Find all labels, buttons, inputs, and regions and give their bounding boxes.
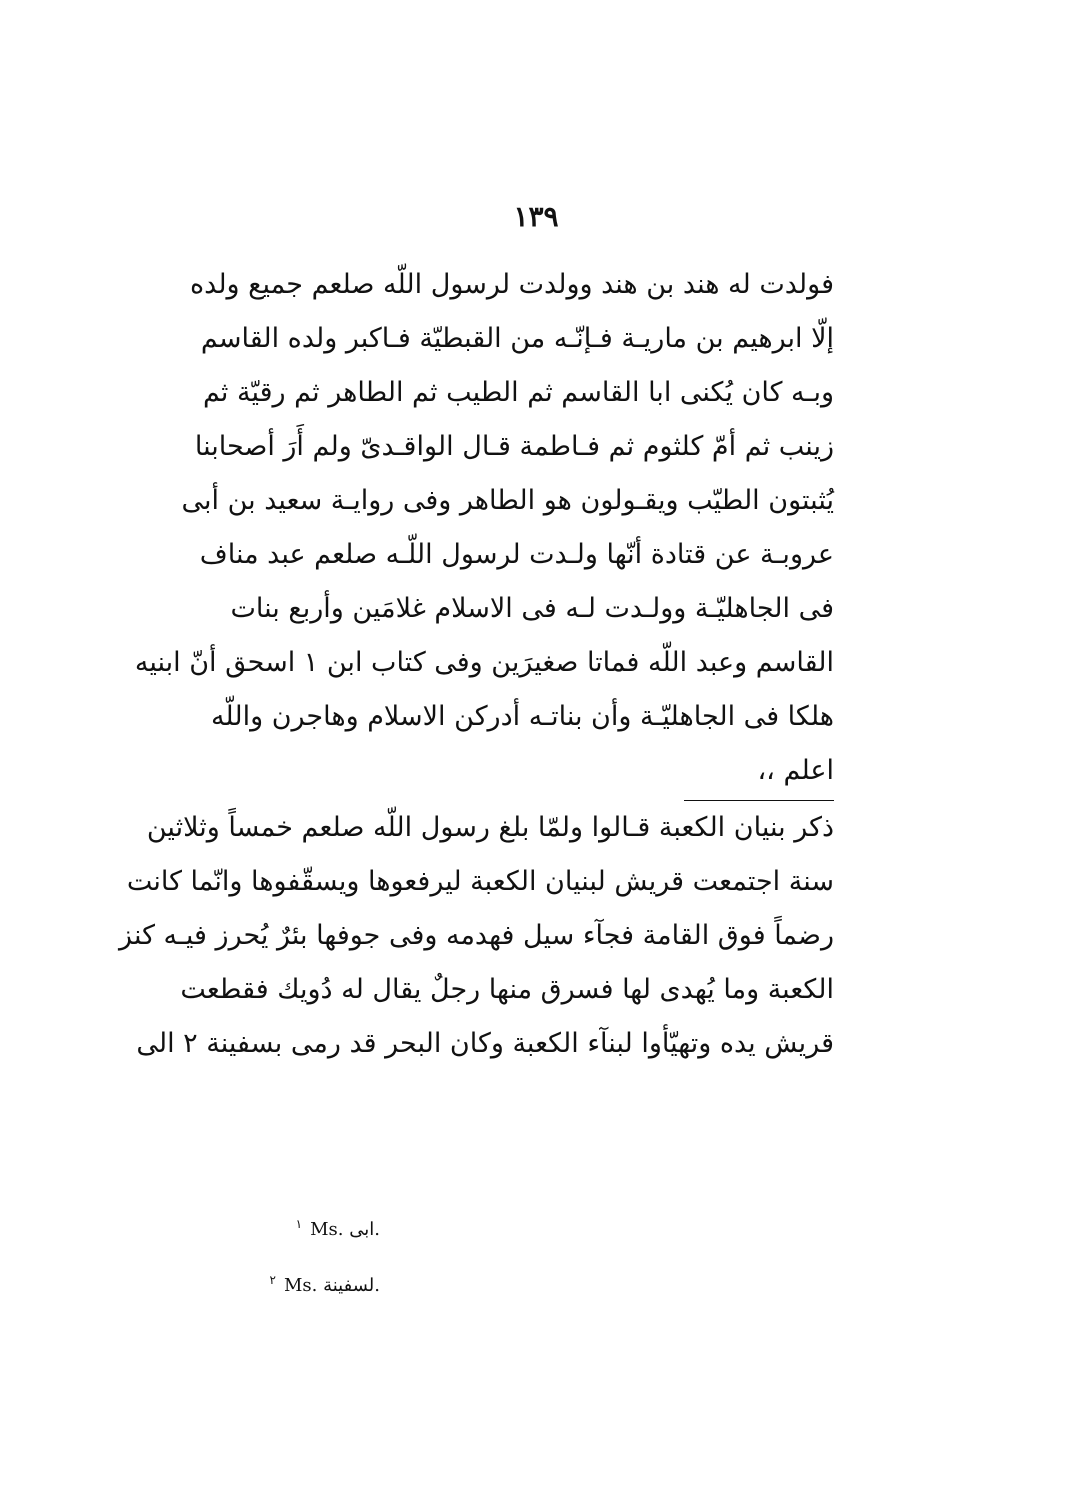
footnotes	[0, 1196, 380, 1308]
footnote-marker: ٢	[269, 1273, 276, 1287]
footnote-text: ابى	[349, 1219, 375, 1240]
text-line: الكعبة وما يُهدى لها فسرق منها رجلٌ يقال له دُويك فقطعت	[180, 974, 834, 1005]
body-text	[119, 258, 834, 1071]
text-line: يُثبتون الطيّب ويقـولون هو الطاهر وفى روايـة سعيد بن أبى	[181, 485, 834, 516]
text-line: إلّا ابرهيم بن ماريـة فـإنّـه من القبطيّة فـاكبر ولده القاسم	[200, 323, 834, 354]
text-line: قريش يده وتهيّأوا لبنآء الكعبة وكان البحر قد رمى بسفينة ٢ الى	[136, 1028, 834, 1059]
footnote-2	[0, 1252, 380, 1308]
text-line: زينب ثم أمّ كلثوم ثم فـاطمة قـال الواقـدىّ ولم أَرَ أصحابنا	[194, 431, 834, 462]
text-line: فى الجاهليّـة وولـدت لـه فى الاسلام غلامَين وأربع بنات	[230, 593, 834, 624]
text-line: اعلم ،،	[757, 755, 834, 786]
footnote-end: .	[374, 1219, 380, 1240]
text-line: سنة اجتمعت قريش لبنيان الكعبة ليرفعوها ويسقّفوها وانّما كانت	[126, 866, 834, 897]
text-line: القاسم وعبد اللّه فماتا صغيرَين وفى كتاب ابن ١ اسحق أنّ ابنيه	[134, 647, 834, 678]
text-line: ذكر بنيان الكعبة قـالوا ولمّا بلغ رسول اللّه صلعم خمساً وثلاثين	[146, 812, 834, 843]
paragraph-1	[134, 258, 834, 798]
footnote-ms: Ms.	[310, 1219, 344, 1240]
text-line: وبـه كان يُكنى ابا القاسم ثم الطيب ثم الطاهر ثم رقيّة ثم	[202, 377, 834, 408]
footnote-text: لسفينة	[323, 1275, 375, 1296]
text-line: عروبـة عن قتادة أنّها ولـدت لرسول اللّـه صلعم عبد مناف	[199, 539, 834, 570]
footnote-ms: Ms.	[283, 1275, 318, 1296]
footnote-end: .	[374, 1275, 380, 1296]
footnote-marker: ١	[295, 1217, 303, 1231]
paragraph-2	[119, 801, 834, 1071]
footnote-1	[0, 1196, 380, 1252]
text-line: فولدت له هند بن هند وولدت لرسول اللّه صلعم جميع ولده	[190, 269, 834, 300]
text-line: رضماً فوق القامة فجآء سيل فهدمه وفى جوفها بئرٌ يُحرز فيـه كنز	[119, 920, 834, 951]
page-number: ١٣٩	[513, 200, 559, 233]
text-line: هلكا فى الجاهليّـة وأن بناتـه أدركن الاسلام وهاجرن واللّه	[210, 701, 834, 732]
